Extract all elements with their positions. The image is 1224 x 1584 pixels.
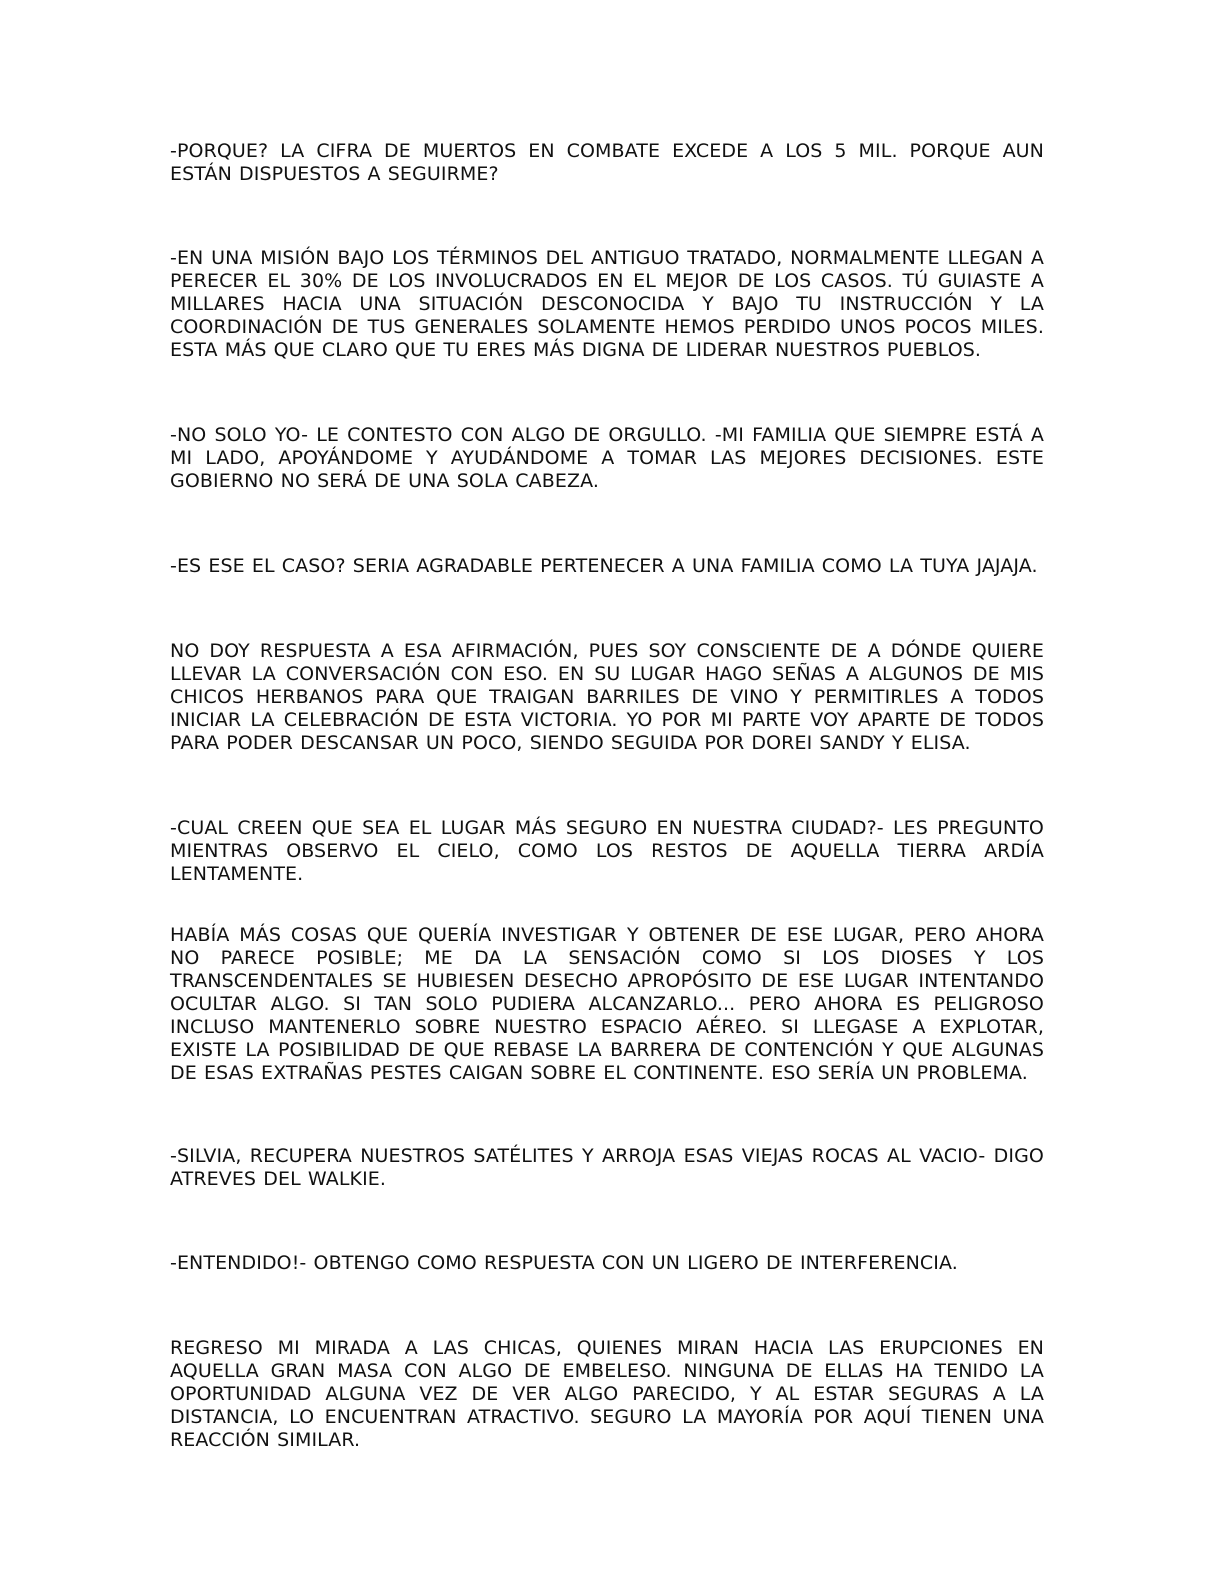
paragraph-10: REGRESO MI MIRADA A LAS CHICAS, QUIENES MIRAN HACIA LAS ERUPCIONES EN AQUELLA GRAN MASA CON ALGO DE EMBELESO. NINGUNA DE ELLAS HA TENIDO LA OPORTUNIDAD ALGUNA VEZ DE VER ALGO PARECIDO, Y AL ESTAR SEGURAS A LA DISTANCIA, LO ENCUENTRAN ATRACTIVO. SEGURO LA MAYORÍA POR AQUÍ TIENEN UNA REACCIÓN SIMILAR. [170,1337,1044,1451]
paragraph-7: HABÍA MÁS COSAS QUE QUERÍA INVESTIGAR Y OBTENER DE ESE LUGAR, PERO AHORA NO PARECE POSIBLE; ME DA LA SENSACIÓN COMO SI LOS DIOSES Y LOS TRANSCENDENTALES SE HUBIESEN DESECHO APROPÓSITO DE ESE LUGAR INTENTANDO OCULTAR ALGO. SI TAN SOLO PUDIERA ALCANZARLO... PERO AHORA ES PELIGROSO INCLUSO MANTENERLO SOBRE NUESTRO ESPACIO AÉREO. SI LLEGASE A EXPLOTAR, EXISTE LA POSIBILIDAD DE QUE REBASE LA BARRERA DE CONTENCIÓN Y QUE ALGUNAS DE ESAS EXTRAÑAS PESTES CAIGAN SOBRE EL CONTINENTE. ESO SERÍA UN PROBLEMA. [170,924,1044,1084]
paragraph-5: NO DOY RESPUESTA A ESA AFIRMACIÓN, PUES SOY CONSCIENTE DE A DÓNDE QUIERE LLEVAR LA CONVERSACIÓN CON ESO. EN SU LUGAR HAGO SEÑAS A ALGUNOS DE MIS CHICOS HERBANOS PARA QUE TRAIGAN BARRILES DE VINO Y PERMITIRLES A TODOS INICIAR LA CELEBRACIÓN DE ESTA VICTORIA. YO POR MI PARTE VOY APARTE DE TODOS PARA PODER DESCANSAR UN POCO, SIENDO SEGUIDA POR DOREI SANDY Y ELISA. [170,640,1044,754]
paragraph-8: -SILVIA, RECUPERA NUESTROS SATÉLITES Y ARROJA ESAS VIEJAS ROCAS AL VACIO- DIGO ATREVES DEL WALKIE. [170,1145,1044,1190]
paragraph-1: -PORQUE? LA CIFRA DE MUERTOS EN COMBATE EXCEDE A LOS 5 MIL. PORQUE AUN ESTÁN DISPUESTOS A SEGUIRME? [170,140,1044,185]
paragraph-9: -ENTENDIDO!- OBTENGO COMO RESPUESTA CON UN LIGERO DE INTERFERENCIA. [170,1252,958,1274]
paragraph-4: -ES ESE EL CASO? SERIA AGRADABLE PERTENECER A UNA FAMILIA COMO LA TUYA JAJAJA. [170,555,1038,577]
paragraph-2: -EN UNA MISIÓN BAJO LOS TÉRMINOS DEL ANTIGUO TRATADO, NORMALMENTE LLEGAN A PERECER EL 30% DE LOS INVOLUCRADOS EN EL MEJOR DE LOS CASOS. TÚ GUIASTE A MILLARES HACIA UNA SITUACIÓN DESCONOCIDA Y BAJO TU INSTRUCCIÓN Y LA COORDINACIÓN DE TUS GENERALES SOLAMENTE HEMOS PERDIDO UNOS POCOS MILES. ESTA MÁS QUE CLARO QUE TU ERES MÁS DIGNA DE LIDERAR NUESTROS PUEBLOS. [170,247,1044,361]
paragraph-3: -NO SOLO YO- LE CONTESTO CON ALGO DE ORGULLO. -MI FAMILIA QUE SIEMPRE ESTÁ A MI LADO, APOYÁNDOME Y AYUDÁNDOME A TOMAR LAS MEJORES DECISIONES. ESTE GOBIERNO NO SERÁ DE UNA SOLA CABEZA. [170,424,1044,492]
paragraph-6: -CUAL CREEN QUE SEA EL LUGAR MÁS SEGURO EN NUESTRA CIUDAD?- LES PREGUNTO MIENTRAS OBSERVO EL CIELO, COMO LOS RESTOS DE AQUELLA TIERRA ARDÍA LENTAMENTE. [170,817,1044,885]
